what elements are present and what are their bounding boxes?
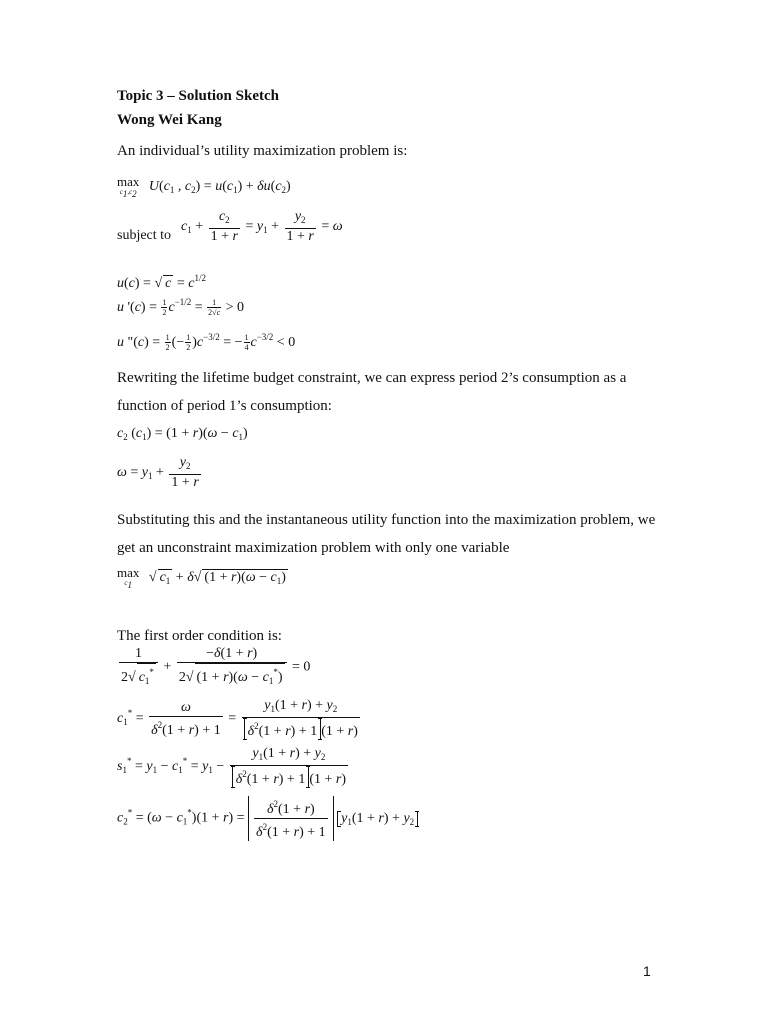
c2-function-equation: $c_2$ $(c_1) = (1 + r)(\omega - c_1)$	[117, 426, 248, 442]
document-title: Topic 3 – Solution Sketch	[117, 88, 279, 104]
unconstrained-problem-equation: max $c_1$ √ $c_1 + \delta√$ $(1 + r)(\omega - c_1)$	[117, 565, 286, 590]
marginal-utility-equation: u '(c) = $\frac{1}{2}$ $c^{-1/2}$ = $\frac{1}{2√c}$ > 0	[117, 297, 245, 318]
subject-to-label: subject to	[117, 228, 172, 243]
foc-paragraph: The first order condition is:	[117, 628, 282, 644]
intro-paragraph: An individual’s utility maximization problem is:	[117, 143, 408, 159]
utility-function-equation: u(c) = √ $c = c^{1/2}$	[117, 273, 206, 291]
foc-equation: $\frac{1}{2√ c_1^*}$ + $\frac{-\delta(1 + r)}{2√ (1 + r)(\omega - c_1^*)}$ = 0	[117, 646, 310, 689]
c1-star-equation: $c_1^*$ = $\frac{\omega}{\delta^2(1 + r) + 1}$ = $\frac{y_1(1 + r) + y_2}{\delta^2(1 + r) + 1 (1 + r)}$	[117, 698, 358, 739]
second-derivative-equation: u "(c) = $\frac{1}{2}$ (− $\frac{1}{2}$ )$c^{-3/2}$ = − $\frac{1}{4}$ $c^{-3/2} < 0$	[117, 332, 296, 353]
c2-star-equation: $c_2^* = (\omega - c_1^*)(1 + r)$ = $\frac{\delta^2(1 + r)}{\delta^2(1 + r) + 1}$ $y_1(1 + r) + y_2$	[117, 796, 418, 841]
rewrite-paragraph: Rewriting the lifetime budget constraint, we can express period 2’s consumption as a function of period 1’s consumption:	[117, 370, 627, 414]
objective-equation: max $c_1,c_2$ $U(c_1$ , $c_2) = u(c_1) + \delta u(c_2)$	[117, 174, 291, 199]
omega-equation: $\omega = y_1$ + $\frac{y_2}{1 + r}$	[117, 455, 199, 490]
page-number: 1	[643, 963, 651, 979]
budget-constraint-equation: $c_1$ + $\frac{c_2}{1 + r}$ = $y_1$ + $\frac{y_2}{1 + r}$ = ω	[181, 209, 343, 244]
s1-star-equation: $s_1^* = y_1 - c_1^* = y_1$ − $\frac{y_1(1 + r) + y_2}{\delta^2(1 + r) + 1 (1 + r)}$	[117, 746, 347, 787]
document-author: Wong Wei Kang	[117, 112, 222, 128]
substitute-paragraph: Substituting this and the instantaneous utility function into the maximization problem, we get an unconstraint maximization problem with only one variable	[117, 512, 656, 556]
